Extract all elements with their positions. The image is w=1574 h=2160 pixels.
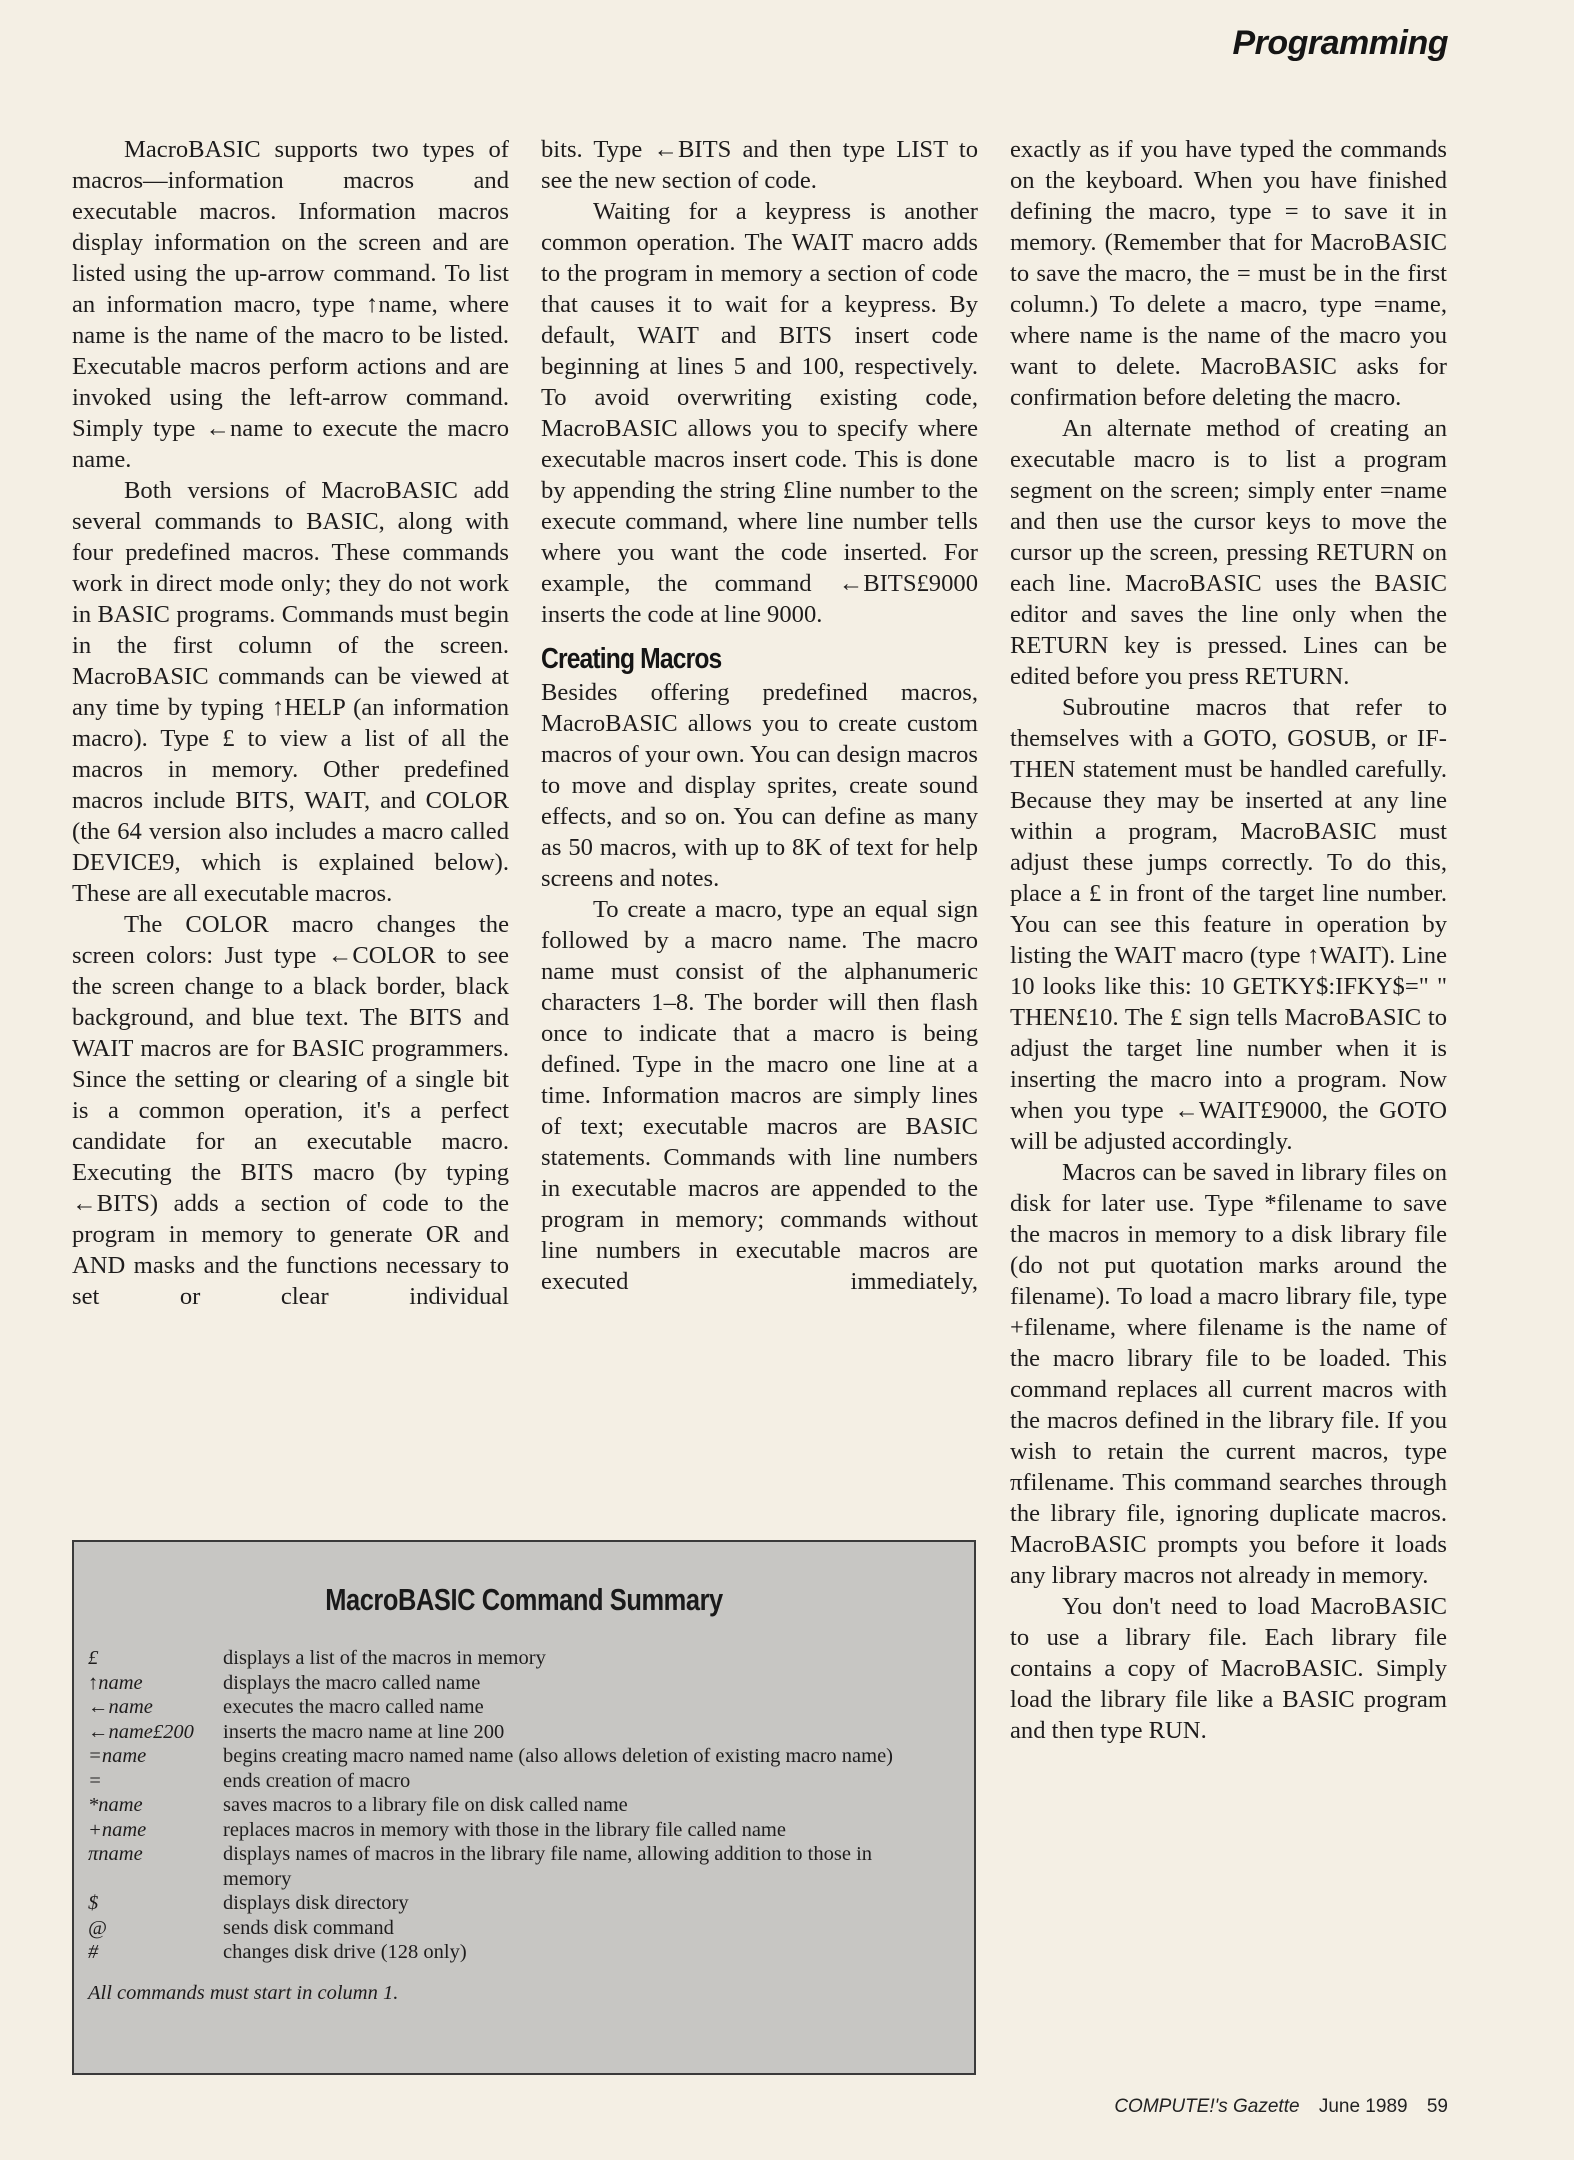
paragraph: The COLOR macro changes the screen colors: Just type ←COLOR to see the screen change to a black border, black background, and blue text. The BITS and WAIT macros are for BASIC programmers. Since the setting or clearing of a single bit is a common operation, it's a perfect candidate for an executable macro. Executing the BITS macro (by typing ←BITS) adds a section of code to the program in memory to generate OR and AND masks and the functions necessary to set or clear individual [72,911,509,1310]
command-row [88,1891,943,1916]
command-syntax: *name [88,1794,143,1816]
command-row [88,1842,943,1891]
command-syntax: πname [88,1843,143,1865]
command-description: changes disk drive (128 only) [223,1941,467,1963]
paragraph: Both versions of MacroBASIC add several commands to BASIC, along with four predefined macros. These commands work in direct mode only; they do not work in BASIC programs. Commands must begin in the first column of the screen. MacroBASIC commands can be viewed at any time by typing ↑HELP (an information macro). Type £ to view a list of all the macros in memory. Other predefined macros include BITS, WAIT, and COLOR (the 64 version also includes a macro called DEVICE9, which is explained below). These are all executable macros. [72,477,509,907]
command-row [88,1818,943,1843]
magazine-name: COMPUTE!'s Gazette [1114,2096,1300,2117]
issue-date: June 1989 [1318,2096,1408,2117]
command-row [88,1671,943,1696]
command-row [88,1940,943,1965]
command-description: ends creation of macro [223,1769,411,1792]
command-description: displays a list of the macros in memory [223,1647,546,1669]
paragraph: MacroBASIC supports two types of macros—information macros and executable macros. Information macros display information on the screen and are listed using the up-arrow command. To list an information macro, type ↑name, where name is the name of the macro to be listed. Executable macros perform actions and are invoked using the left-arrow command. Simply type ←name to execute the macro name. [72,136,509,473]
command-description: saves macros to a library file on disk called name [223,1794,628,1816]
command-description: displays disk directory [223,1892,409,1914]
page-number: 59 [1426,2096,1448,2117]
command-description: inserts the macro name at line 200 [223,1720,505,1743]
paragraph: Besides offering predefined macros, MacroBASIC allows you to create custom macros of your own. You can design macros to move and display sprites, create sound effects, and so on. You can define as many as 50 macros, with up to 8K of text for help screens and notes. [541,679,978,892]
paragraph: exactly as if you have typed the commands on the keyboard. When you have finished defining the macro, type = to save it in memory. (Remember that for MacroBASIC to save the macro, the = must be in the first column.) To delete a macro, type =name, where name is the name of the macro you want to delete. MacroBASIC asks for confirmation before deleting the macro. [1010,136,1447,411]
command-row [88,1695,943,1720]
summary-title: MacroBASIC Command Summary [325,1582,723,1617]
command-row [88,1744,943,1769]
command-table [88,1646,943,1965]
command-syntax: ←name [88,1696,153,1718]
command-row [88,1646,943,1671]
paragraph: You don't need to load MacroBASIC to use a library file. Each library file contains a copy of MacroBASIC. Simply load the library file like a BASIC program and then type RUN. [1010,1593,1447,1744]
paragraph: Waiting for a keypress is another common operation. The WAIT macro adds to the program in memory a section of code that causes it to wait for a keypress. By default, WAIT and BITS insert code beginning at lines 5 and 100, respectively. To avoid overwriting existing code, MacroBASIC allows you to specify where executable macros insert code. This is done by appending the string £line number to the execute command, where line number tells where you want the code inserted. For example, the command ←BITS£9000 inserts the code at line 9000. [541,198,978,628]
command-row [88,1793,943,1818]
article-column-1 [72,134,509,1312]
command-row [88,1769,943,1794]
article-column-2 [541,134,978,1297]
command-syntax: =name [88,1745,147,1767]
paragraph: An alternate method of creating an executable macro is to list a program segment on the screen; simply enter =name and then use the cursor keys to move the cursor up the screen, pressing RETURN on each line. MacroBASIC uses the BASIC editor and saves the line only when the RETURN key is pressed. Lines can be edited before you press RETURN. [1010,415,1447,690]
page-footer [1114,2096,1448,2118]
command-syntax: ←name£200 [88,1720,194,1743]
paragraph: To create a macro, type an equal sign followed by a macro name. The macro name must consist of the alphanumeric characters 1–8. The border will then flash once to indicate that a macro is being defined. Type in the macro one line at a time. Information macros are simply lines of text; executable macros are BASIC statements. Commands with line numbers in executable macros are appended to the program in memory; commands without line numbers in executable macros are executed immediately, [541,896,978,1295]
command-description: displays the macro called name [223,1671,481,1694]
section-label: Programming [1232,24,1448,62]
command-syntax: # [88,1941,99,1963]
command-description: sends disk command [223,1916,394,1939]
command-syntax: @ [88,1916,107,1939]
paragraph: Subroutine macros that refer to themselves with a GOTO, GOSUB, or IF-THEN statement must be handled carefully. Because they may be inserted at any line within a program, MacroBASIC must adjust these jumps correctly. To do this, place a £ in front of the target line number. You can see this feature in operation by listing the WAIT macro (type ↑WAIT). Line 10 looks like this: 10 GETKY$:IFKY$=" " THEN£10. The £ sign tells MacroBASIC to adjust the target line number when it is inserting the macro into a program. Now when you type ←WAIT£9000, the GOTO will be adjusted accordingly. [1010,694,1447,1155]
article-column-3 [1010,134,1447,1746]
summary-note: All commands must start in column 1. [88,1981,399,2004]
command-row [88,1916,943,1941]
command-summary-box [72,1540,976,2075]
command-syntax: £ [88,1647,99,1669]
command-description: executes the macro called name [223,1696,484,1718]
command-row [88,1720,943,1745]
command-syntax: = [88,1769,102,1792]
paragraph: bits. Type ←BITS and then type LIST to see the new section of code. [541,136,978,194]
paragraph: Macros can be saved in library files on disk for later use. Type *filename to save the macros in memory to a disk library file (do not put quotation marks around the filename). To load a macro library file, type +filename, where filename is the name of the macro library file to be loaded. This command replaces all current macros with the macros defined in the library file. If you wish to retain the current macros, type πfilename. This command searches through the library file, ignoring duplicate macros. MacroBASIC prompts you before it loads any library macros not already in memory. [1010,1159,1447,1589]
subheading: Creating Macros [541,643,722,675]
command-syntax: ↑name [88,1671,143,1694]
command-description: displays names of macros in the library file name, allowing addition to those in memory [223,1843,873,1890]
command-syntax: +name [88,1818,147,1841]
command-syntax: $ [88,1892,99,1914]
command-description: begins creating macro named name (also allows deletion of existing macro name) [223,1745,894,1767]
command-description: replaces macros in memory with those in the library file called name [223,1818,786,1841]
